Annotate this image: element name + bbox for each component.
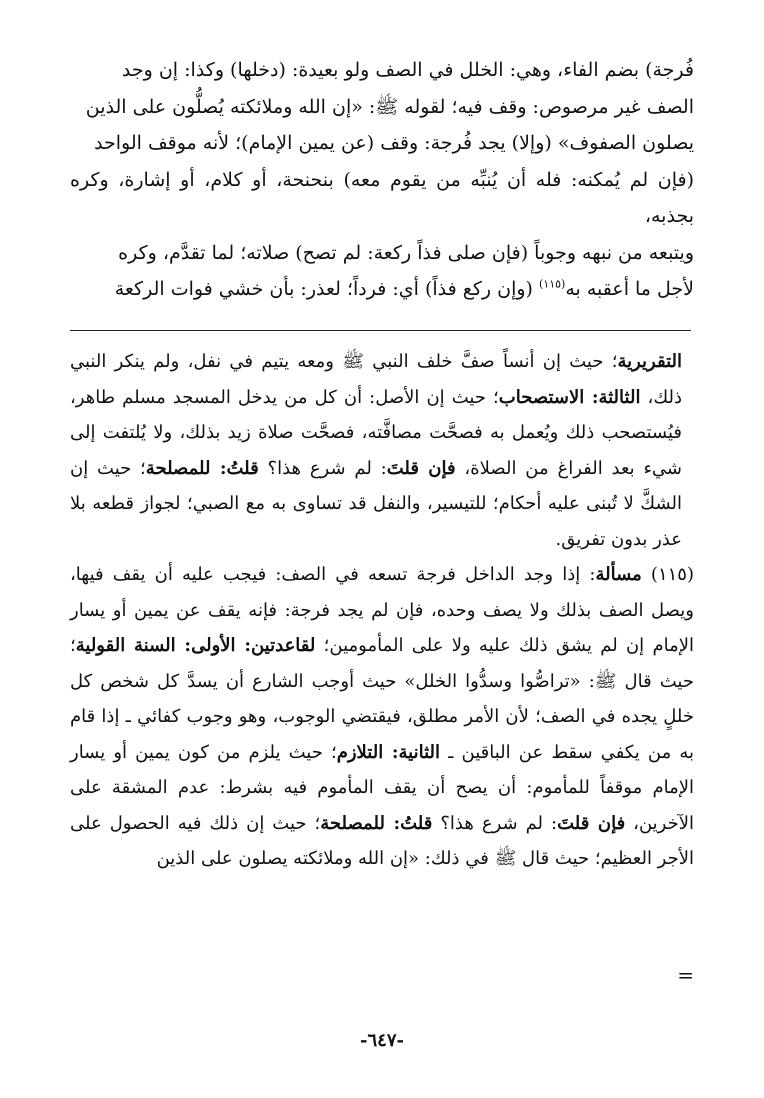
footnote-divider [70,330,691,331]
bold-term: لقاعدتين: الأولى: السنة القولية [75,635,316,656]
footnote-reference[interactable]: (١١٥) [538,277,566,291]
footnote-text: ؛ حيث يلزم من كون يمين أو يسار الإمام موقفاً للمأموم: أن يصح أن يقف المأموم فيه بشرط: عدم المشقة على الآخرين، [70,741,695,834]
footnote-text: ؛ حيث قال ﷺ: «تراصُّوا وسدُّوا الخلل» حيث أوجب الشارع أن يسدَّ كل شخص كل خللٍ يجده في الصف؛ لأن الأمر مطلق، فيقتضي الوجوب، وهو وجوب كفائي ـ إذا قام به من يكفي سقط عن الباقين ـ [70,635,694,763]
footnotes-block [70,344,694,877]
footnote-text: ؛ حيث إن الأصل: أن كل من يدخل المسجد مسلم طاهر، فيُستصحب ذلك ويُعمل به فصحَّت مصافَّته، فصحَّت صلاة زيد بذلك، ولا يُلتفت إلى شيء بعد الفراغ من الصلاة، [70,386,683,479]
main-text-fragment: (وإن ركع فذاً) أي: فرداً؛ لعذر: بأن خشي فوات الركعة [114,278,539,300]
main-text-fragment: لأجل ما أعقبه به [565,278,694,300]
footnote-text: : لم شرع هذا؟ [258,457,387,479]
page-number: -٦٤٧- [360,1030,404,1051]
main-text-line: فُرجة) بضم الفاء، وهي: الخلل في الصف ولو بعيدة: (دخلها) وكذا: إن وجد [121,59,694,81]
bold-term: فإن قلتَ [557,812,626,834]
footnote-continuation [70,344,694,557]
main-text-line: ويتبعه من نبهه وجوباً (فإن صلى فذاً ركعة: لم تصح) صلاته؛ لما تقدَّم، وكره [118,241,694,264]
bold-term: قلتُ: للمصلحة [320,812,433,834]
footnote-115 [70,557,694,877]
main-text-line [70,271,694,308]
footnote-number: (١١٥) [650,564,694,585]
footnote-text: : لم شرع هذا؟ [432,812,558,834]
bold-term: قلتُ: للمصلحة [145,457,259,479]
footnote-text: ؛ حيث إن أنساً صفَّ خلف النبي ﷺ ومعه يتيم في نفل، ولم ينكر النبي ذلك، [70,351,682,408]
main-text-line: يصلون الصفوف» (وإلا) يجد فُرجة: وقف (عن يمين الإمام)؛ لأنه موقف الواحد [94,132,694,154]
main-text-block [70,52,694,308]
main-text-line: (فإن لم يُمكنه: فله أن يُنبِّه من يقوم معه) بنحنحة، أو كلام، أو إشارة، وكره بجذبه، [70,168,694,227]
footnote-text: : إذا وجد الداخل فرجة تسعه في الصف: فيجب عليه أن يقف فيها، ويصل الصف بذلك ولا يصف وحده، فإن لم يجد فرجة: فإنه يقف عن يمين أو يسار الإمام إن لم يشق ذلك عليه ولا على المأمومين؛ [70,564,694,656]
bold-term: فإن قلتَ [386,457,456,479]
bold-term: الثانية: التلازم [336,741,441,763]
footnote-text: ؛ حيث إن الشكَّ لا تُبنى عليه أحكام؛ للتيسير، والنفل قد تساوى به مع الصبي؛ لجواز قطعه بلا عذر بدون تفريق. [70,457,682,550]
bold-term: مسألة [595,564,642,585]
continuation-mark: = [677,963,694,987]
bold-term: الثالثة: الاستصحاب [498,386,641,408]
footnote-text: ؛ حيث إن ذلك فيه الحصول على الأجر العظيم؛ حيث قال ﷺ في ذلك: «إن الله وملائكته يصلون على الذين [70,812,694,869]
bold-term: التقريرية [617,351,682,372]
main-text-line: الصف غير مرصوص: وقف فيه؛ لقوله ﷺ: «إن الله وملائكته يُصلُّون على الذين [85,95,694,118]
